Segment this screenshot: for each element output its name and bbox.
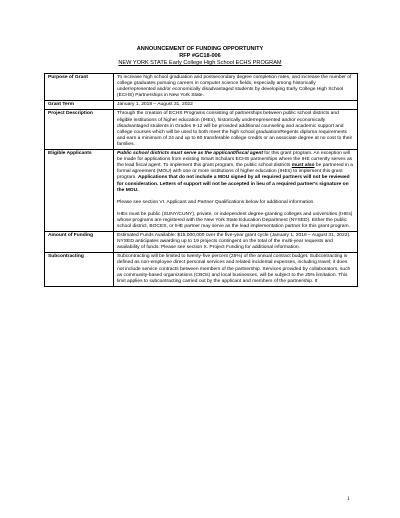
- row-label: Grant Term: [45, 101, 114, 110]
- row-label: Project Description: [45, 110, 114, 150]
- table-row: [45, 74, 358, 101]
- row-label: Eligible Applicants: [45, 150, 114, 232]
- table-row: [45, 150, 358, 232]
- table-row: [45, 110, 358, 150]
- eligible-paragraph-1: [117, 151, 354, 194]
- table-row: [45, 253, 358, 286]
- page-number: 1: [347, 496, 350, 502]
- grant-term-text: January 1, 2018 – August 31, 2022: [114, 101, 358, 110]
- table-row: [45, 232, 358, 253]
- eligible-paragraph-3: IHEs must be public (SUNY/CUNY), private, or independent degree-granting colleges and universities (IHEs) whose programs are registered with the New York State Education Department (NYSED). Either the public school district, BOCES, or IHE partner may serve as the lead implementation partner for this grant program.: [117, 211, 353, 229]
- eligible-applicants-cell: [114, 150, 358, 232]
- announcement-title: ANNOUNCEMENT OF FUNDING OPPORTUNITY: [136, 46, 264, 52]
- row-label: Amount of Funding: [45, 232, 114, 253]
- rfp-number: RFP #GC18-006: [179, 53, 221, 59]
- funding-paragraph-1: Estimated Funds Available: $15,000,000 over the five-year grant cycle (January 1, 2018 – August 31, 2022).: [117, 233, 351, 239]
- must-also-text: must also: [291, 163, 315, 169]
- document-header: [0, 46, 400, 67]
- eligible-text-a: for this grant program. An exception will be made for applications from existing Smart Scholars ECHS partnerships where the IHE currently serves as the lead fiscal agent. To implement this grant program, the public school districts: [117, 151, 353, 169]
- row-label: Subcontracting: [45, 253, 114, 286]
- row-label: Purpose of Grant: [45, 74, 114, 101]
- subcontracting-text: Subcontracting will be limited to twenty-five percent (25%) of the annual contract budget. Subcontracting is defined as non-employee direct personal services and related incidental expenses, including travel; it does not include service contracts between members of the partnership. Services provided by collaborators, such as community-based organizations (CBOs) and local businesses, will be subject to the 25% limitation. This limit applies to subcontracting carried out by the applicant and members of the partnership. It: [114, 253, 358, 286]
- program-title: NEW YORK STATE Early College High School ECHS PROGRAM: [118, 60, 282, 66]
- eligible-lead-text: Public school districts must serve as the applicant/fiscal agent: [117, 151, 263, 157]
- project-description-text: Through the creation of ECHS Programs consisting of partnerships between public school districts and eligible institutions of higher education (IHEs), historically underrepresented and/or economically disadvantaged students in Grades 9-12 will be provided additional counseling and academic support and college courses which will be used to both meet the high school graduation/Regents diploma requirements and earn a minimum of 24 and up to 60 transferable college credits or an associate degree at no cost to their families.: [114, 110, 358, 150]
- eligible-text-b: be partnered in a formal agreement (MOU) with one or more institutions of higher education (IHEs) to implement this grant program.: [117, 163, 353, 181]
- funding-cell: [114, 232, 358, 253]
- summary-table: [44, 73, 358, 287]
- mou-requirement-text: Applications that do not include a MOU signed by all required partners will not be reviewed for consideration. Letters of support will not be accepted in lieu of a required partner's signature on the MOU.: [117, 175, 350, 193]
- funding-paragraph-2: NYSED anticipates awarding up to 19 projects contingent on the total of the multi-year requests and availability of funds. Please see section X. Project Funding for additional information.: [117, 239, 333, 251]
- eligible-paragraph-2: Please see section VI. Applicant and Partner Qualifications below for additional information.: [117, 199, 315, 205]
- purpose-text: To increase high school graduation and postsecondary degree completion rates, and increase the number of college graduates pursuing careers in computer science fields, especially among historically underrepresented and/or economically disadvantaged students by developing Early College High School (ECHS) Partnerships in New York State.: [114, 74, 358, 101]
- table-row: [45, 101, 358, 110]
